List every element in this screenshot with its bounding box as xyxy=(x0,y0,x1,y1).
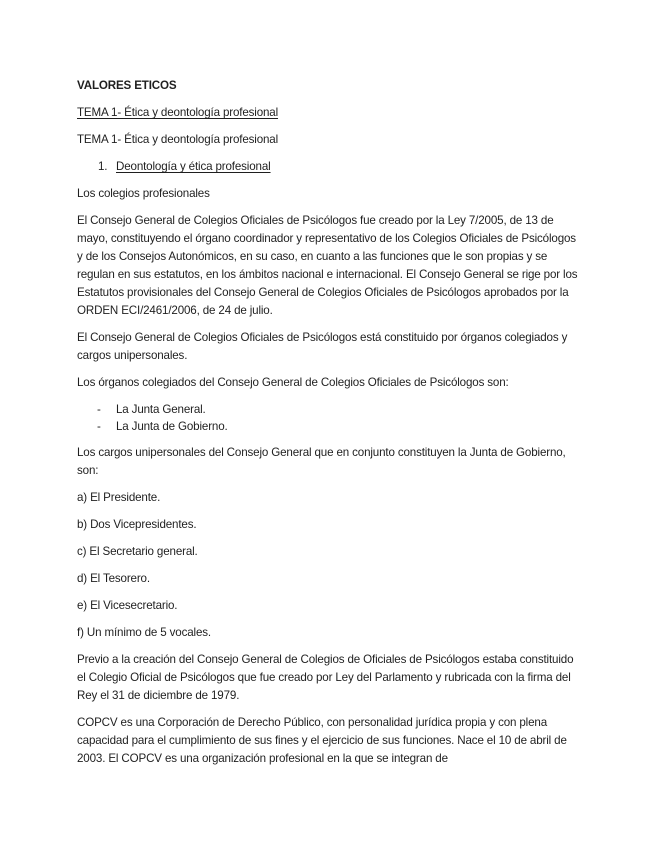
paragraph: El Consejo General de Colegios Oficiales de Psicólogos está constituido por órganos colegiados y cargos unipersonales. xyxy=(77,331,568,362)
position-item: f) Un mínimo de 5 vocales. xyxy=(77,626,211,639)
position-item: b) Dos Vicepresidentes. xyxy=(77,518,197,531)
document-heading: VALORES ETICOS xyxy=(77,79,177,92)
list-item xyxy=(77,418,582,435)
position-item: a) El Presidente. xyxy=(77,491,161,504)
paragraph: Previo a la creación del Consejo General de Colegios de Oficiales de Psicólogos estaba constituido el Colegio Oficial de Psicólogos que fue creado por Ley del Parlamento y rubricada con la firma del Rey el 31 de diciembre de 1979. xyxy=(77,653,574,702)
position-item: c) El Secretario general. xyxy=(77,545,198,558)
paragraph: COPCV es una Corporación de Derecho Público, con personalidad jurídica propia y con plena capacidad para el cumplimiento de sus fines y el ejercicio de sus funciones. Nace el 10 de abril de 2003. El COPCV es una organización profesional en la que se integran de xyxy=(77,716,567,765)
section-label: Los colegios profesionales xyxy=(77,187,210,200)
theme-subtitle: TEMA 1- Ética y deontología profesional xyxy=(77,133,279,146)
paragraph: Los cargos unipersonales del Consejo General que en conjunto constituyen la Junta de Gobierno, son: xyxy=(77,446,566,477)
theme-link[interactable]: TEMA 1- Ética y deontología profesional xyxy=(77,106,279,119)
list-number: 1. xyxy=(98,160,108,173)
organs-list xyxy=(77,401,582,435)
dash-marker: - xyxy=(97,420,101,433)
dash-marker: - xyxy=(97,403,101,416)
list-item xyxy=(77,158,582,176)
deontology-link[interactable]: Deontología y ética profesional xyxy=(116,160,271,173)
paragraph: El Consejo General de Colegios Oficiales de Psicólogos fue creado por la Ley 7/2005, de 13 de mayo, constituyendo el órgano coordinador y representativo de los Colegios Oficiales de Psicólogos y de los Consejos Autonómicos, en su caso, en cuanto a las funciones que le son propias y se regulan en sus estatutos, en los ámbitos nacional e internacional. El Consejo General se rige por los Estatutos provisionales del Consejo General de Colegios Oficiales de Psicólogos aprobados por la ORDEN ECI/2461/2006, de 24 de julio. xyxy=(77,214,578,317)
list-item-text: La Junta General. xyxy=(116,403,206,416)
paragraph: Los órganos colegiados del Consejo General de Colegios Oficiales de Psicólogos son: xyxy=(77,376,509,389)
position-item: d) El Tesorero. xyxy=(77,572,150,585)
numbered-list xyxy=(77,158,582,176)
list-item-text: La Junta de Gobierno. xyxy=(116,420,228,433)
list-item xyxy=(77,401,582,418)
position-item: e) El Vicesecretario. xyxy=(77,599,178,612)
document-body xyxy=(77,77,582,777)
